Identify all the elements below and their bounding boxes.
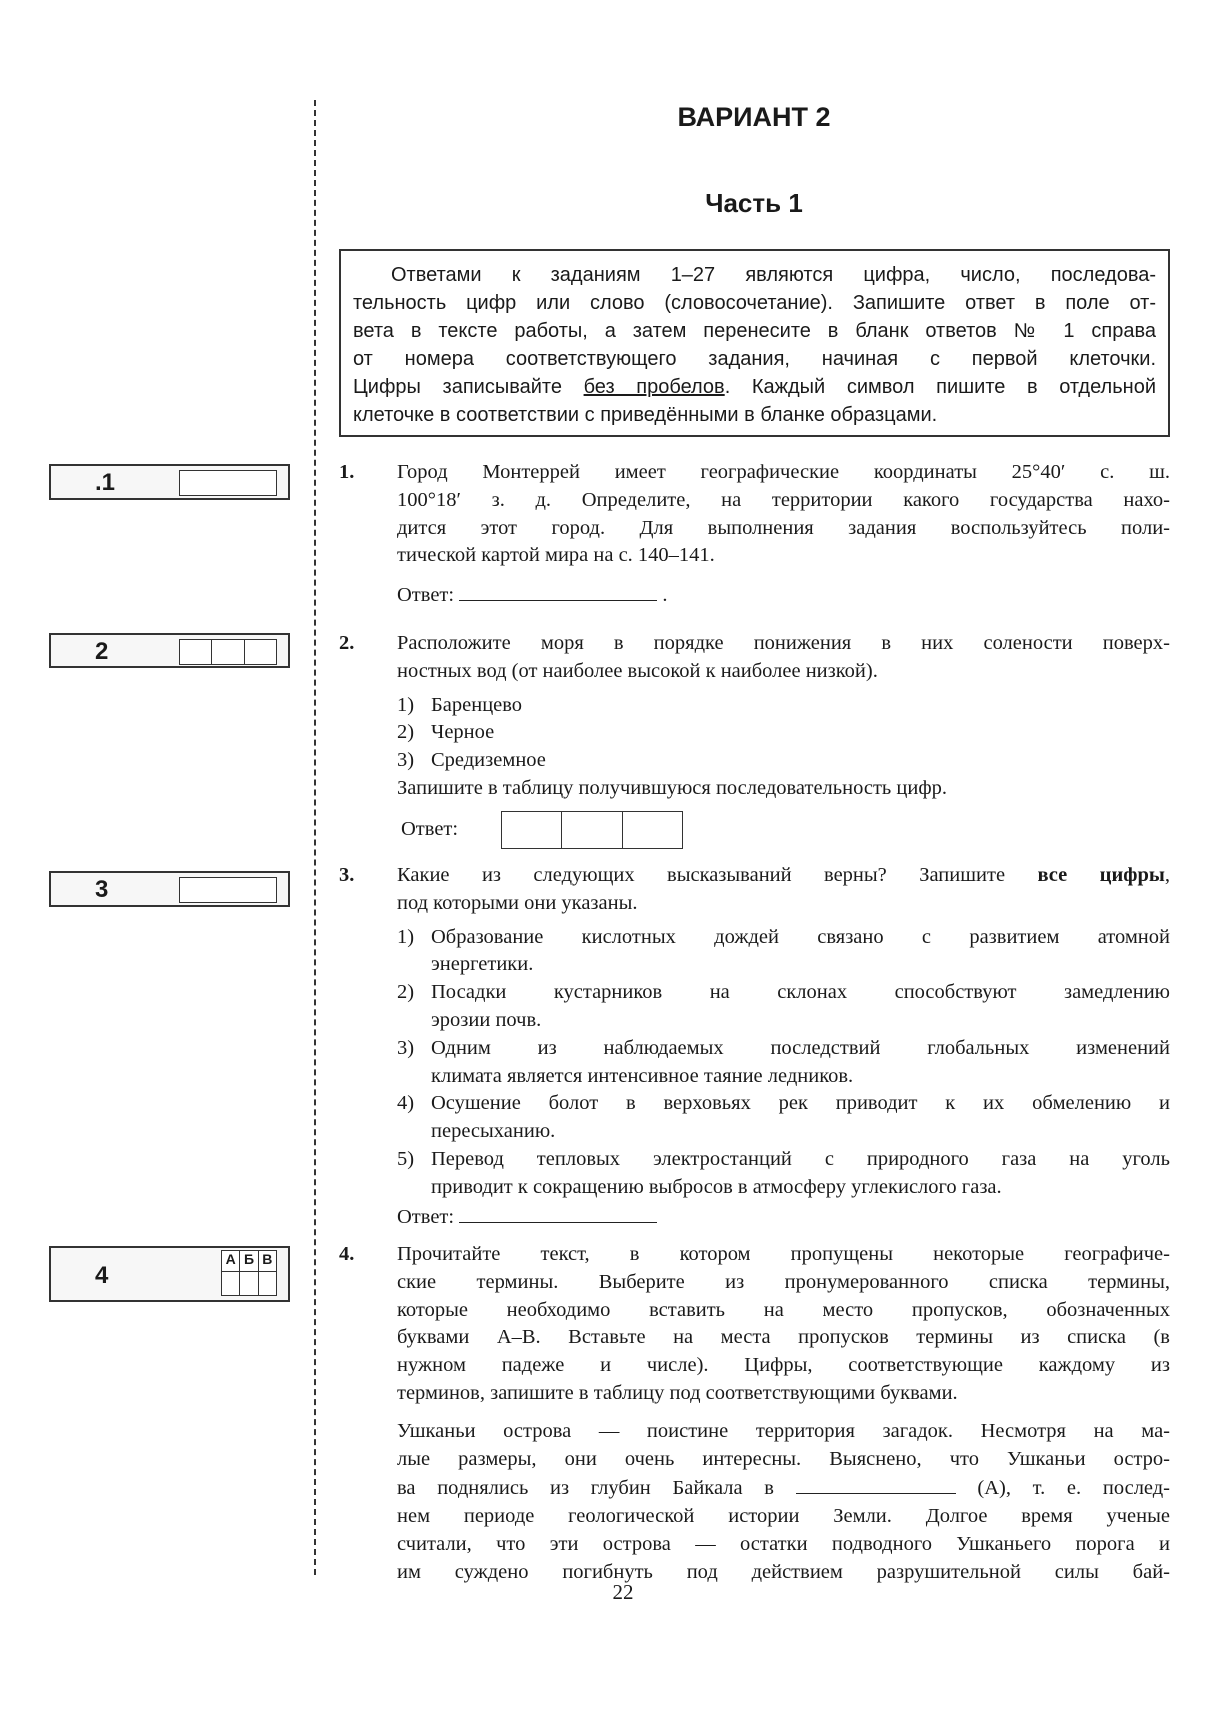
q-line: которые необходимо вставить на место пропусков, обозначенных: [397, 1298, 1170, 1321]
q-line: под которыми они указаны.: [397, 891, 638, 914]
question-2: [339, 630, 1170, 849]
option-item: [397, 692, 1170, 720]
option-number: 2): [397, 721, 415, 744]
instr-line: от номера соответствующего задания, начиная с первой клеточки.: [353, 348, 1156, 370]
option-number: 3): [397, 749, 415, 772]
box-number: 4: [95, 1262, 109, 1289]
option-text: климата является интенсивное таяние ледников.: [431, 1064, 854, 1087]
option-text: Образование кислотных дождей связано с развитием атомной: [431, 925, 1170, 948]
answer-row: [397, 811, 1170, 849]
answer-cells[interactable]: [501, 811, 683, 849]
cut-line: [314, 100, 316, 1575]
option-item: [397, 979, 1170, 1035]
option-text: приводит к сокращению выбросов в атмосферу углекислого газа.: [431, 1175, 1002, 1198]
instr-line: Ответами к заданиям 1–27 являются цифра, число, последова-: [391, 264, 1156, 286]
option-text: эрозии почв.: [431, 1008, 542, 1031]
option-text: энергетики.: [431, 953, 534, 976]
text: ,: [1164, 864, 1170, 886]
option-text: Посадки кустарников на склонах способствуют замедлению: [431, 981, 1170, 1004]
box-number: 3: [95, 876, 109, 903]
passage-line: [397, 1473, 1170, 1503]
passage-line: нем периоде геологической истории Земли. Долгое время ученые: [397, 1505, 1170, 1528]
q-line: Прочитайте текст, в котором пропущены некоторые географиче-: [397, 1243, 1170, 1265]
text: Цифры записывайте: [353, 376, 584, 398]
answer-row: [397, 580, 1170, 610]
instruction: Запишите в таблицу получившуюся последовательность цифр.: [397, 776, 947, 799]
instr-line: вета в тексте работы, а затем перенесите в бланк ответов № 1 справа: [353, 320, 1156, 342]
question-3: [339, 862, 1170, 1231]
q-line: [397, 862, 1170, 890]
box-number: .1: [95, 469, 116, 496]
answer-cell[interactable]: [179, 470, 277, 496]
option-number: 1): [397, 693, 415, 716]
q-line: Расположите моря в порядке понижения в них солености поверх-: [397, 632, 1170, 654]
option-text: Средиземное: [431, 749, 546, 772]
text: (А), т. е. послед-: [977, 1477, 1171, 1500]
blank-a: [796, 1473, 956, 1494]
answer-box-1: [49, 464, 290, 500]
answer-label: Ответ:: [401, 817, 459, 840]
question-number: 4.: [339, 1243, 355, 1265]
option-number: 2): [397, 981, 415, 1004]
option-text: Одним из наблюдаемых последствий глобальных изменений: [431, 1036, 1170, 1059]
q-line: дится этот город. Для выполнения задания воспользуйтесь поли-: [397, 516, 1170, 539]
option-item: [397, 924, 1170, 980]
option-item: [397, 747, 1170, 775]
option-number: 5): [397, 1147, 415, 1170]
text: .: [662, 584, 668, 607]
col-header: Б: [240, 1251, 258, 1271]
question-4: [339, 1241, 1170, 1587]
passage-line: Ушканьи острова — поистине территория загадок. Несмотря на ма-: [397, 1419, 1170, 1442]
text: Какие из следующих высказываний верны? Запишите: [397, 864, 1038, 886]
answer-row: [397, 1202, 1170, 1232]
passage-line: им суждено погибнуть под действием разрушительной силы бай-: [397, 1560, 1170, 1583]
option-text: пересыханию.: [431, 1120, 556, 1143]
answer-box-2: [49, 633, 290, 668]
page-number: 22: [612, 1580, 634, 1604]
option-item: [397, 1090, 1170, 1146]
question-number: 2.: [339, 632, 355, 654]
instructions-box: [339, 249, 1170, 437]
q-line: ские термины. Выберите из пронумерованного списка термины,: [397, 1270, 1170, 1293]
option-text: Черное: [431, 721, 495, 744]
option-number: 4): [397, 1092, 415, 1115]
option-text: Осушение болот в верховьях рек приводит к их обмелению и: [431, 1092, 1170, 1115]
q-line: буквами А–В. Вставьте на места пропусков термины из списка (в: [397, 1326, 1170, 1349]
text: . Каждый символ пишите в отдельной: [724, 376, 1156, 398]
passage-line: лые размеры, они очень интересны. Выяснено, что Ушканьи остро-: [397, 1447, 1170, 1470]
col-header: В: [262, 1251, 273, 1267]
answer-line[interactable]: [459, 580, 657, 601]
q-line: терминов, запишите в таблицу под соответствующими буквами.: [397, 1381, 958, 1404]
instr-line: клеточке в соответствии с приведёнными в бланке образцами.: [353, 404, 938, 426]
box-number: 2: [95, 638, 109, 665]
answer-table[interactable]: [221, 1250, 277, 1296]
answer-label: Ответ:: [397, 1205, 455, 1228]
answer-cells[interactable]: [179, 639, 277, 665]
option-number: 1): [397, 925, 415, 948]
text: ва поднялись из глубин Байкала в: [397, 1477, 774, 1500]
option-item: [397, 1146, 1170, 1202]
q-line: тической картой мира на с. 140–141.: [397, 544, 715, 567]
q-line: ностных вод (от наиболее высокой к наиболее низкой).: [397, 659, 878, 682]
bold-text: все цифры: [1037, 864, 1165, 886]
instr-line: [353, 373, 1156, 401]
option-text: Перевод тепловых электростанций с природного газа на уголь: [431, 1147, 1170, 1170]
question-number: 3.: [339, 864, 355, 886]
answer-box-3: [49, 871, 290, 907]
answer-line[interactable]: [459, 1202, 657, 1223]
question-number: 1.: [339, 461, 355, 483]
part-title: Часть 1: [705, 188, 803, 218]
instr-line: тельность цифр или слово (словосочетание). Запишите ответ в поле от-: [353, 292, 1156, 314]
answer-cell[interactable]: [179, 877, 277, 903]
q-line: нужном падеже и числе). Цифры, соответствующие каждому из: [397, 1354, 1170, 1377]
q-line: Город Монтеррей имеет географические координаты 25°40′ с. ш.: [397, 461, 1170, 483]
q-line: 100°18′ з. д. Определите, на территории какого государства нахо-: [397, 488, 1170, 511]
answer-label: Ответ:: [397, 584, 455, 607]
col-header: А: [222, 1251, 240, 1271]
variant-title: ВАРИАНТ 2: [677, 102, 831, 132]
option-item: [397, 1035, 1170, 1091]
option-number: 3): [397, 1036, 415, 1059]
passage: [397, 1418, 1170, 1587]
option-text: Баренцево: [431, 693, 523, 716]
passage-line: считали, что эти острова — остатки подводного Ушканьего порога и: [397, 1532, 1170, 1555]
underlined-text: без пробелов: [583, 376, 725, 398]
question-1: [339, 459, 1170, 610]
answer-box-4: [49, 1246, 290, 1302]
option-item: [397, 719, 1170, 747]
